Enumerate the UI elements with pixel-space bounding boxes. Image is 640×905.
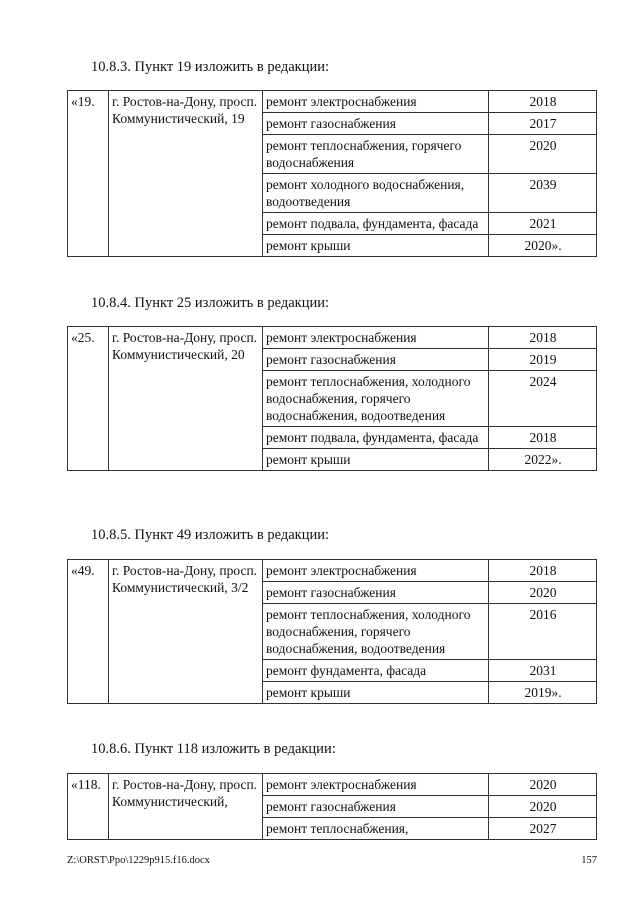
section-title: 10.8.3. Пункт 19 изложить в редакции:	[91, 59, 330, 75]
work-type-cell: ремонт электроснабжения	[263, 91, 489, 113]
work-type-cell: ремонт газоснабжения	[263, 349, 489, 371]
year-cell: 2018	[489, 327, 597, 349]
year-cell: 2020	[489, 135, 597, 174]
item-number: «118.	[68, 774, 109, 840]
work-type-cell: ремонт подвала, фундамента, фасада	[263, 213, 489, 235]
work-type-cell: ремонт электроснабжения	[263, 560, 489, 582]
year-cell: 2031	[489, 660, 597, 682]
work-type-cell: ремонт электроснабжения	[263, 327, 489, 349]
year-cell: 2022».	[489, 449, 597, 471]
year-cell: 2027	[489, 818, 597, 840]
work-type-cell: ремонт подвала, фундамента, фасада	[263, 427, 489, 449]
item-address: г. Ростов-на-Дону, просп. Коммунистический, 19	[109, 91, 263, 257]
table-row	[68, 327, 597, 349]
year-cell: 2019».	[489, 682, 597, 704]
section-title: 10.8.6. Пункт 118 изложить в редакции:	[91, 741, 336, 757]
table-row	[68, 91, 597, 113]
year-cell: 2039	[489, 174, 597, 213]
amendment-table	[67, 559, 597, 704]
year-cell: 2018	[489, 91, 597, 113]
footer-file-path: Z:\ORST\Ppo\1229p915.f16.docx	[67, 855, 210, 866]
work-type-cell: ремонт теплоснабжения, холодного водоснабжения, горячего водоснабжения, водоотведения	[263, 371, 489, 427]
work-type-cell: ремонт электроснабжения	[263, 774, 489, 796]
table-row	[68, 560, 597, 582]
year-cell: 2020	[489, 582, 597, 604]
work-type-cell: ремонт теплоснабжения, холодного водоснабжения, горячего водоснабжения, водоотведения	[263, 604, 489, 660]
work-type-cell: ремонт холодного водоснабжения, водоотведения	[263, 174, 489, 213]
work-type-cell: ремонт крыши	[263, 449, 489, 471]
item-number: «49.	[68, 560, 109, 704]
item-address: г. Ростов-на-Дону, просп. Коммунистический,	[109, 774, 263, 840]
section-title: 10.8.4. Пункт 25 изложить в редакции:	[91, 295, 330, 311]
item-number: «19.	[68, 91, 109, 257]
amendment-table	[67, 773, 597, 840]
year-cell: 2021	[489, 213, 597, 235]
page-number: 157	[581, 855, 597, 866]
work-type-cell: ремонт теплоснабжения, горячего водоснабжения	[263, 135, 489, 174]
amendment-table	[67, 90, 597, 257]
year-cell: 2020	[489, 774, 597, 796]
item-address: г. Ростов-на-Дону, просп. Коммунистический, 3/2	[109, 560, 263, 704]
year-cell: 2020	[489, 796, 597, 818]
year-cell: 2020».	[489, 235, 597, 257]
year-cell: 2019	[489, 349, 597, 371]
amendment-table	[67, 326, 597, 471]
item-number: «25.	[68, 327, 109, 471]
year-cell: 2016	[489, 604, 597, 660]
work-type-cell: ремонт теплоснабжения,	[263, 818, 489, 840]
work-type-cell: ремонт газоснабжения	[263, 796, 489, 818]
work-type-cell: ремонт газоснабжения	[263, 582, 489, 604]
table-row	[68, 774, 597, 796]
year-cell: 2018	[489, 560, 597, 582]
work-type-cell: ремонт газоснабжения	[263, 113, 489, 135]
year-cell: 2017	[489, 113, 597, 135]
work-type-cell: ремонт крыши	[263, 682, 489, 704]
section-title: 10.8.5. Пункт 49 изложить в редакции:	[91, 527, 330, 543]
year-cell: 2018	[489, 427, 597, 449]
work-type-cell: ремонт фундамента, фасада	[263, 660, 489, 682]
work-type-cell: ремонт крыши	[263, 235, 489, 257]
year-cell: 2024	[489, 371, 597, 427]
item-address: г. Ростов-на-Дону, просп. Коммунистический, 20	[109, 327, 263, 471]
